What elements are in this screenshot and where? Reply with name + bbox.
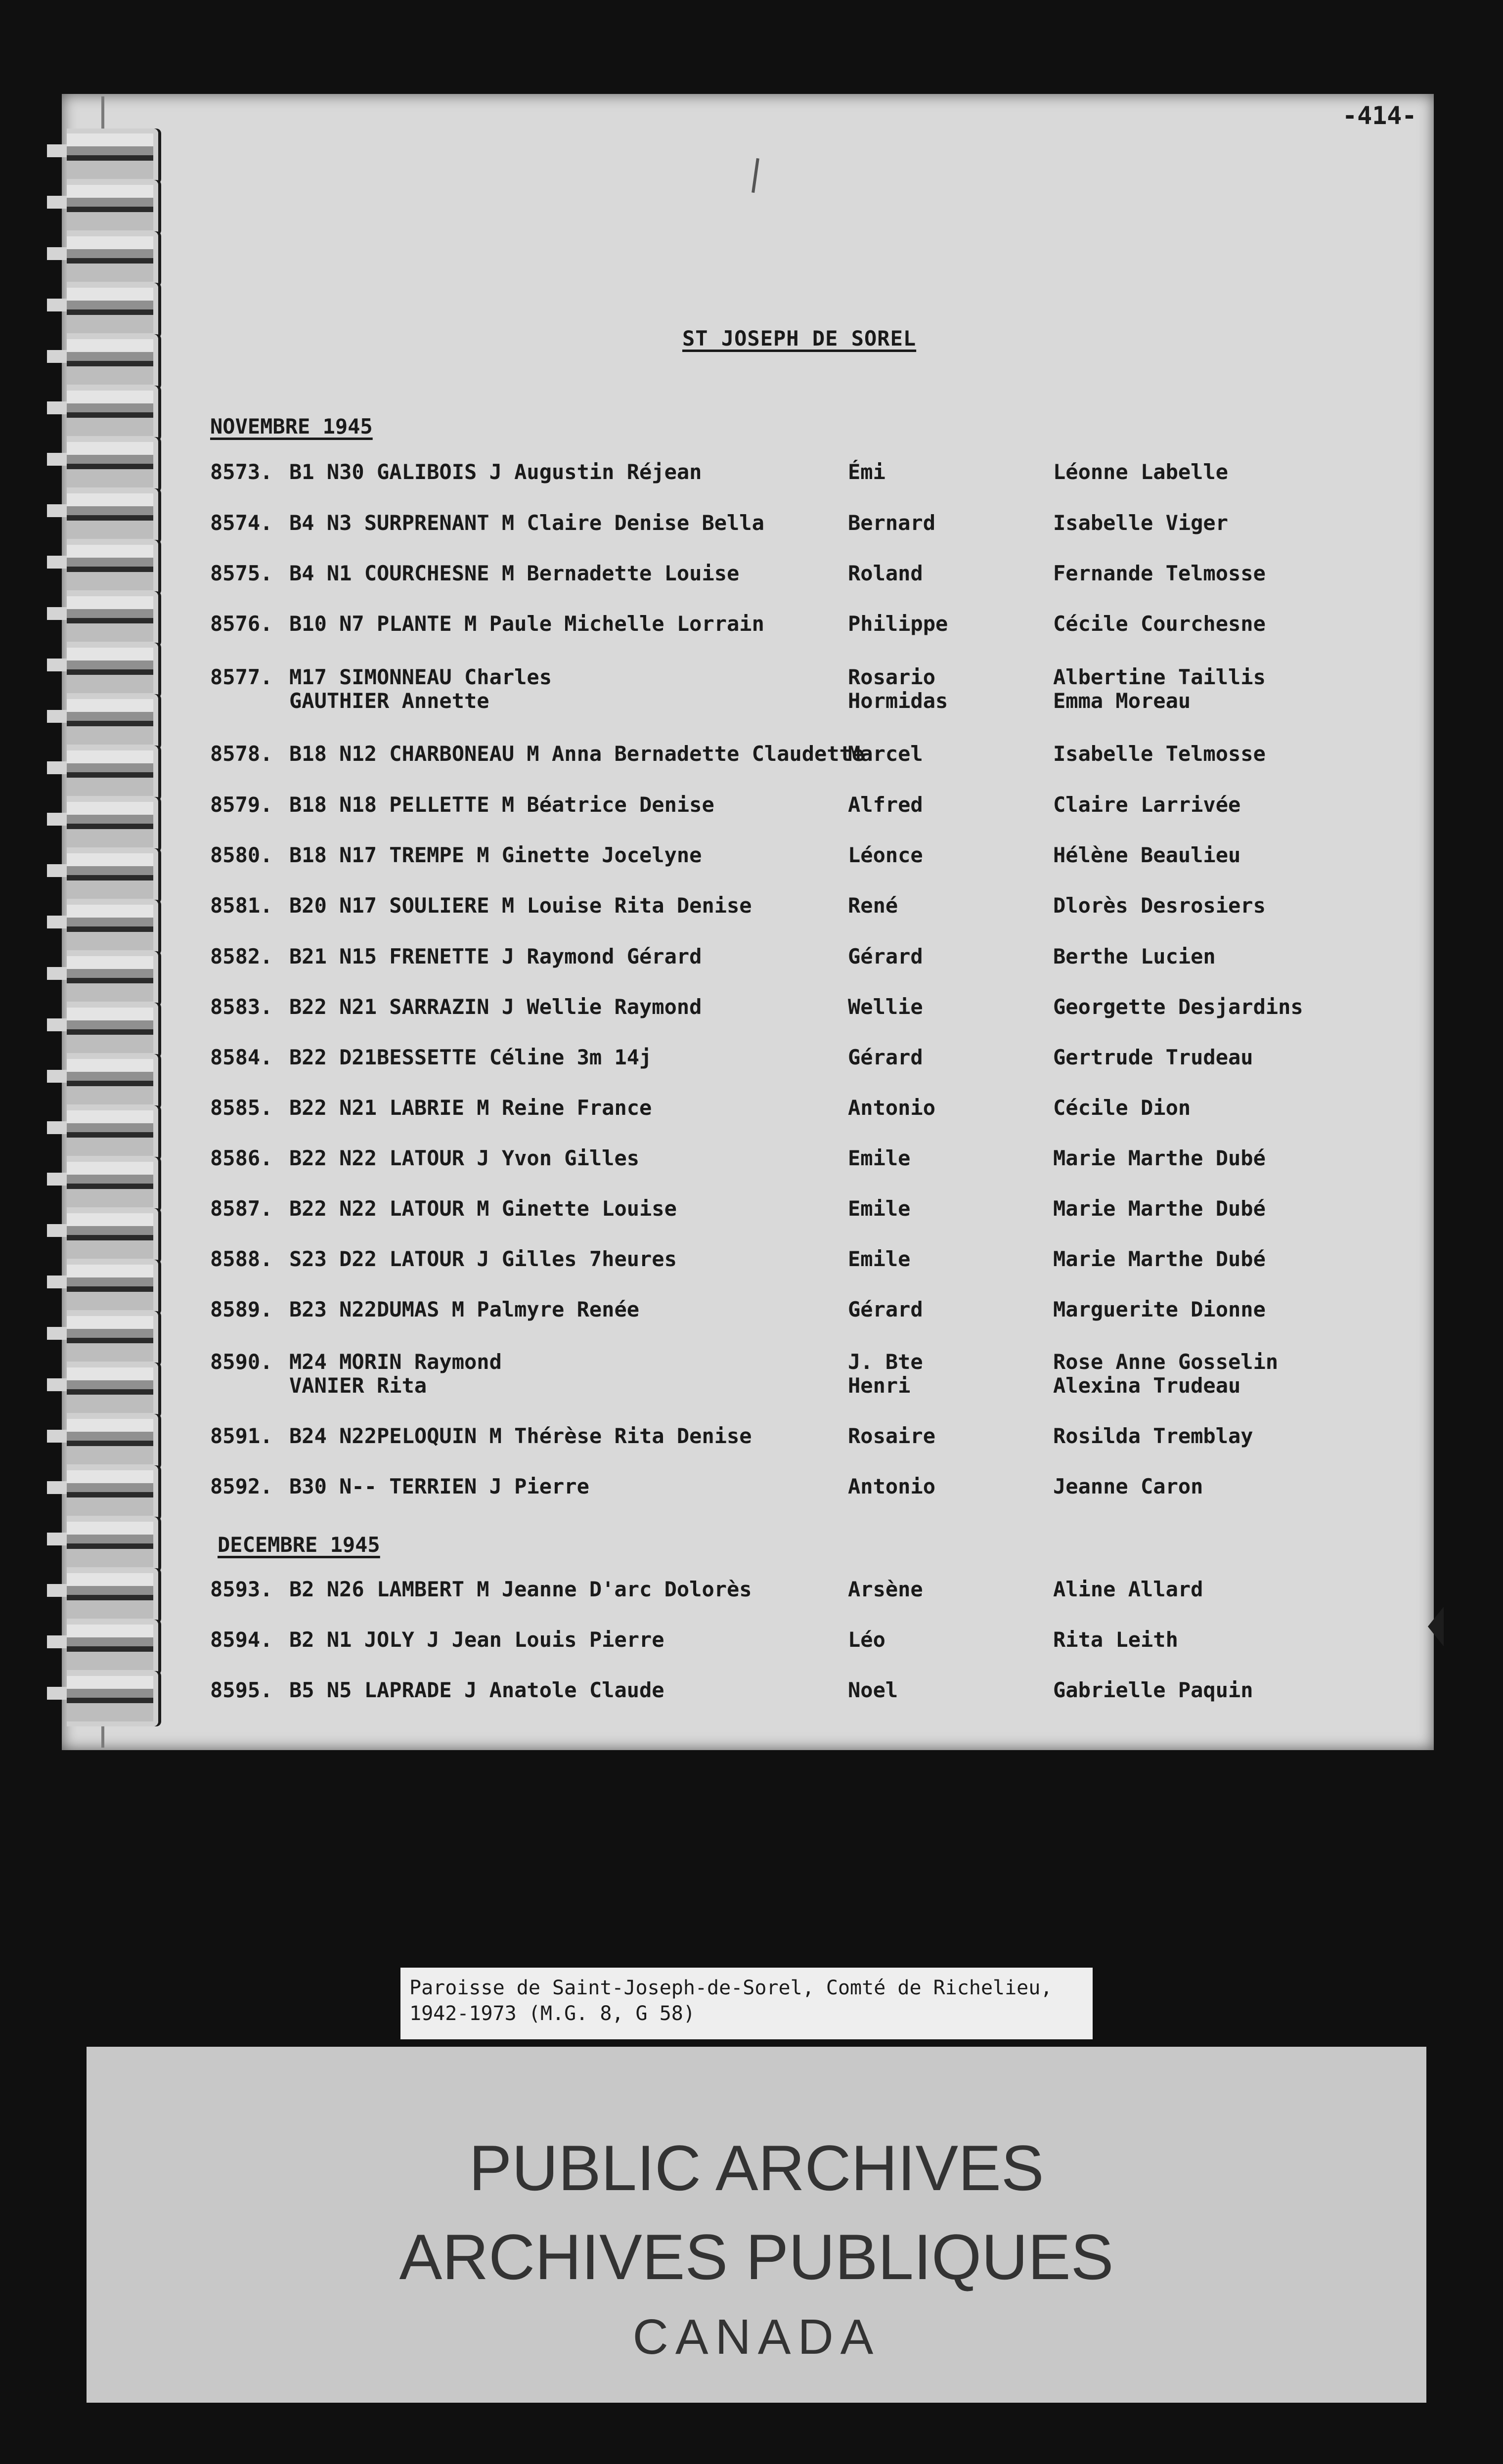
spiral-coil [67,334,158,390]
register-entry [210,1678,1347,1732]
spiral-coil [67,1105,158,1161]
entry-father: René [848,893,898,918]
entry-mother: Cécile Dion [1053,1096,1191,1120]
page-title: ST JOSEPH DE SOREL [682,326,917,351]
register-entry [210,843,1347,897]
entry-record: B18 N17 TREMPE M Ginette Jocelyne [289,843,702,867]
entry-number: 8573. [210,460,273,484]
register-entry [210,1045,1347,1100]
entry-father: J. Bte [848,1350,923,1374]
entry-father: Léonce [848,843,923,867]
entry-mother: Gabrielle Paquin [1053,1678,1253,1702]
spiral-coil [67,1311,158,1366]
spiral-coil [67,231,158,287]
entry-record: B22 D21BESSETTE Céline 3m 14j [289,1045,652,1069]
entry-mother: Marie Marthe Dubé [1053,1247,1266,1271]
spiral-coil [67,1465,158,1521]
entry-mother: Marguerite Dionne [1053,1297,1266,1321]
register-entry [210,893,1347,948]
spiral-coil [67,1260,158,1315]
entry-mother: Isabelle Viger [1053,511,1229,535]
entry-mother: Albertine Taillis [1053,665,1266,689]
entry-record: B4 N1 COURCHESNE M Bernadette Louise [289,561,740,585]
register-entry [210,612,1347,666]
entry-record: B22 N22 LATOUR M Ginette Louise [289,1196,677,1221]
spiral-coil [67,746,158,801]
spiral-coil [67,1054,158,1109]
register-entry [210,742,1347,796]
entry-mother: Claire Larrivée [1053,792,1241,817]
entry-number: 8578. [210,742,273,766]
label-line-2: 1942-1973 (M.G. 8, G 58) [409,2002,695,2025]
entry-mother: Léonne Labelle [1053,460,1229,484]
spiral-coil [67,1671,158,1726]
entry-number: 8575. [210,561,273,585]
entry-record-line-2: VANIER Rita [289,1373,427,1398]
spiral-coil [67,797,158,852]
entry-father: Marcel [848,742,923,766]
spiral-coil [67,129,158,184]
spiral-coil [67,180,158,235]
entry-number: 8589. [210,1297,273,1321]
register-entry [210,1297,1347,1352]
spiral-coil [67,951,158,1007]
entry-number: 8592. [210,1474,273,1498]
entry-mother: Berthe Lucien [1053,944,1216,968]
entry-father: Wellie [848,995,923,1019]
entry-number: 8583. [210,995,273,1019]
entry-mother-line-2: Alexina Trudeau [1053,1373,1241,1398]
entry-father: Rosario [848,665,936,689]
entry-record: B30 N-- TERRIEN J Pierre [289,1474,589,1498]
entry-father-line-2: Hormidas [848,689,948,713]
stamp-line-1: PUBLIC ARCHIVES [469,2132,1044,2204]
entry-record: B20 N17 SOULIERE M Louise Rita Denise [289,893,752,918]
entry-father: Arsène [848,1577,923,1601]
entry-record: B1 N30 GALIBOIS J Augustin Réjean [289,460,702,484]
spiral-coil [67,1157,158,1212]
spiral-coil [67,386,158,441]
entry-record: B21 N15 FRENETTE J Raymond Gérard [289,944,702,968]
entry-father: Emile [848,1247,911,1271]
entry-number: 8594. [210,1628,273,1652]
spiral-coil [67,540,158,595]
register-entry [210,792,1347,847]
spiral-coil [67,848,158,904]
entry-record: B5 N5 LAPRADE J Anatole Claude [289,1678,664,1702]
entry-record: B4 N3 SURPRENANT M Claire Denise Bella [289,511,764,535]
entry-mother: Marie Marthe Dubé [1053,1196,1266,1221]
entry-number: 8591. [210,1424,273,1448]
spiral-coil [67,1414,158,1469]
month-heading-november: NOVEMBRE 1945 [210,414,373,439]
register-entry [210,1424,1347,1478]
entry-record: M17 SIMONNEAU Charles [289,665,552,689]
entry-mother: Cécile Courchesne [1053,612,1266,636]
register-entry [210,511,1347,565]
spiral-binding [67,129,161,1760]
spiral-coil [67,1568,158,1624]
spiral-coil [67,694,158,749]
entry-mother: Fernande Telmosse [1053,561,1266,585]
entry-number: 8588. [210,1247,273,1271]
spiral-coil [67,283,158,338]
entry-record: B18 N12 CHARBONEAU M Anna Bernadette Claudette [289,742,865,766]
entry-record: B22 N22 LATOUR J Yvon Gilles [289,1146,640,1170]
entry-number: 8595. [210,1678,273,1702]
entry-number: 8584. [210,1045,273,1069]
entry-number: 8587. [210,1196,273,1221]
entry-mother: Jeanne Caron [1053,1474,1203,1498]
entry-mother: Marie Marthe Dubé [1053,1146,1266,1170]
entry-number: 8590. [210,1350,273,1374]
register-entry [210,995,1347,1049]
entry-record: B22 N21 SARRAZIN J Wellie Raymond [289,995,702,1019]
register-entry [210,1096,1347,1150]
label-line-1: Paroisse de Saint-Joseph-de-Sorel, Comté de Richelieu, [409,1977,1053,1999]
stamp-line-2: ARCHIVES PUBLIQUES [399,2221,1114,2293]
spiral-coil [67,1003,158,1058]
entry-number: 8593. [210,1577,273,1601]
register-entry [210,1474,1347,1529]
entry-father: Noel [848,1678,898,1702]
entry-father: Antonio [848,1096,936,1120]
entry-father: Roland [848,561,923,585]
entry-number: 8586. [210,1146,273,1170]
archives-stamp [87,2047,1426,2403]
entry-father: Rosaire [848,1424,936,1448]
entry-father: Léo [848,1628,885,1652]
register-entry [210,665,1347,719]
entry-mother: Gertrude Trudeau [1053,1045,1253,1069]
spiral-coil [67,900,158,955]
entry-record-line-2: GAUTHIER Annette [289,689,489,713]
entry-father: Émi [848,460,885,484]
month-heading-december: DECEMBRE 1945 [218,1533,380,1557]
entry-father: Gérard [848,1297,923,1321]
entry-record: S23 D22 LATOUR J Gilles 7heures [289,1247,677,1271]
spiral-coil [67,1517,158,1572]
entry-father-line-2: Henri [848,1373,911,1398]
spiral-coil [67,1620,158,1675]
register-entry [210,561,1347,616]
page-tab-marker [1428,1607,1444,1646]
entry-number: 8582. [210,944,273,968]
entry-father: Philippe [848,612,948,636]
register-entry [210,1196,1347,1251]
entry-record: B2 N26 LAMBERT M Jeanne D'arc Dolorès [289,1577,752,1601]
entry-record: B22 N21 LABRIE M Reine France [289,1096,652,1120]
spiral-coil [67,643,158,698]
entry-record: B24 N22PELOQUIN M Thérèse Rita Denise [289,1424,752,1448]
entry-mother: Rita Leith [1053,1628,1178,1652]
entry-mother: Hélène Beaulieu [1053,843,1241,867]
entry-mother: Aline Allard [1053,1577,1203,1601]
spiral-coil [67,437,158,492]
register-entry [210,460,1347,514]
catalogue-label [400,1968,1093,2039]
entry-number: 8579. [210,792,273,817]
entry-number: 8580. [210,843,273,867]
entry-number: 8576. [210,612,273,636]
entry-record: B10 N7 PLANTE M Paule Michelle Lorrain [289,612,764,636]
register-entry [210,1146,1347,1200]
register-entry [210,1247,1347,1301]
entry-record: B2 N1 JOLY J Jean Louis Pierre [289,1628,664,1652]
entry-mother: Rose Anne Gosselin [1053,1350,1279,1374]
entry-father: Emile [848,1196,911,1221]
entry-mother-line-2: Emma Moreau [1053,689,1191,713]
entry-father: Emile [848,1146,911,1170]
entry-mother: Isabelle Telmosse [1053,742,1266,766]
register-entry [210,1628,1347,1682]
entry-record: B18 N18 PELLETTE M Béatrice Denise [289,792,714,817]
stamp-line-3: CANADA [632,2309,881,2365]
entry-father: Gérard [848,944,923,968]
entry-number: 8585. [210,1096,273,1120]
entry-mother: Dlorès Desrosiers [1053,893,1266,918]
entry-father: Gérard [848,1045,923,1069]
entry-mother: Rosilda Tremblay [1053,1424,1253,1448]
entry-record: M24 MORIN Raymond [289,1350,502,1374]
register-entry [210,944,1347,999]
register-entry [210,1577,1347,1631]
register-entry [210,1350,1347,1404]
spiral-coil [67,488,158,544]
entry-mother: Georgette Desjardins [1053,995,1303,1019]
entry-number: 8577. [210,665,273,689]
entry-record: B23 N22DUMAS M Palmyre Renée [289,1297,640,1321]
page-number: -414- [1342,101,1417,130]
spiral-coil [67,1208,158,1264]
spiral-coil [67,1363,158,1418]
entry-father: Antonio [848,1474,936,1498]
entry-number: 8581. [210,893,273,918]
entry-father: Bernard [848,511,936,535]
entry-father: Alfred [848,792,923,817]
spiral-coil [67,591,158,647]
entry-number: 8574. [210,511,273,535]
